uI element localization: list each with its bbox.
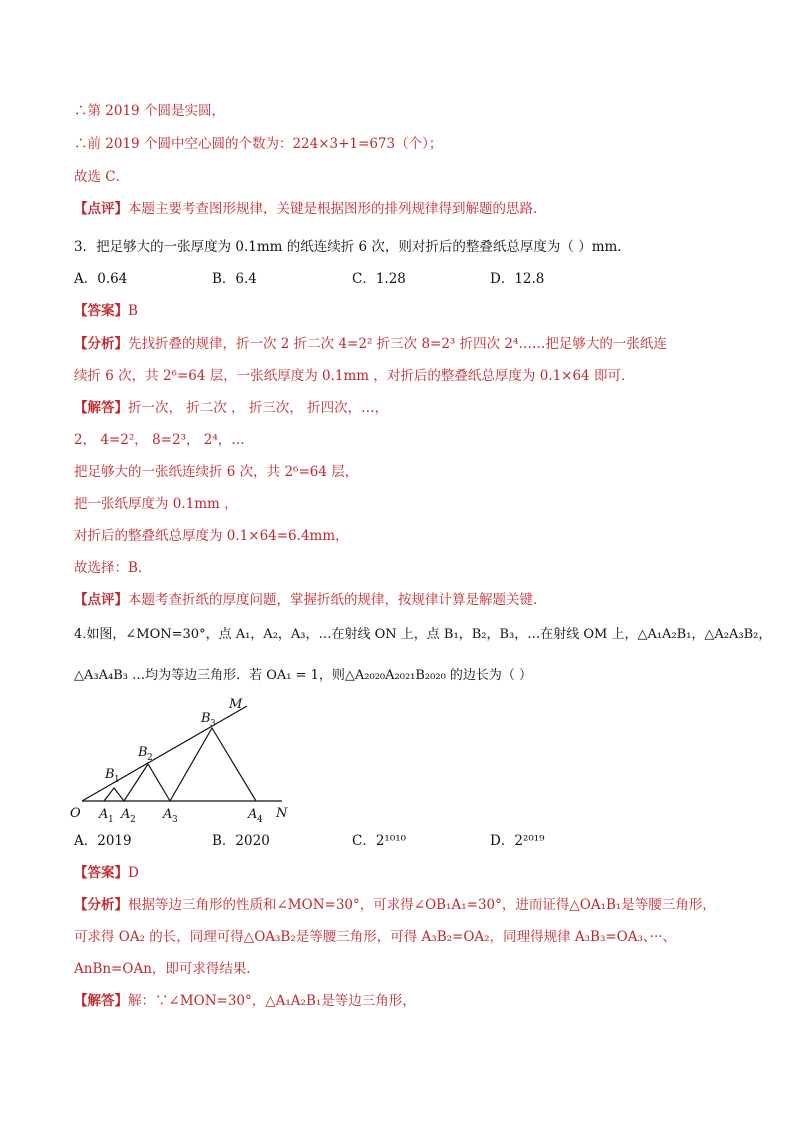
solution-text: 解：∵∠MON=30°，△A₁A₂B₁是等边三角形， [128, 993, 416, 1009]
label-n: N [276, 806, 288, 821]
option-d: D．2²⁰¹⁹ [490, 833, 545, 849]
q4-options [74, 831, 545, 851]
solution-tag: 【解答】 [74, 400, 128, 416]
label-a1-sub: 1 [108, 815, 114, 824]
answer-value: B [128, 303, 138, 319]
option-c: C．1.28 [352, 271, 406, 287]
review-tag: 【点评】 [74, 201, 128, 217]
label-a3-sub: 3 [172, 815, 178, 824]
label-a2: A [121, 807, 131, 822]
label-b3-sub: 3 [210, 719, 216, 729]
analysis-tag: 【分析】 [74, 336, 128, 352]
ray-om [82, 706, 247, 801]
label-b1: B [105, 767, 115, 782]
text-line: ∴前 2019 个圆中空心圆的个数为：224×3+1=673（个）； [74, 136, 443, 152]
label-m: M [229, 697, 243, 712]
answer-tag: 【答案】 [74, 865, 128, 881]
option-a: A．2019 [74, 833, 132, 849]
option-b: B．6.4 [212, 271, 257, 287]
solution-line [74, 991, 416, 1011]
text-line: AnBn=OAn，即可求得结果． [74, 961, 260, 977]
label-a4-sub: 4 [257, 815, 263, 824]
q3-stem: 3．把足够大的一张厚度为 0.1mm 的纸连续折 6 次，则对折后的整叠纸总厚度为（ ）mm． [74, 239, 631, 255]
review-line [74, 590, 547, 610]
answer-line [74, 863, 139, 883]
label-a4: A [248, 807, 258, 822]
analysis-text: 先找折叠的规律，折一次 2 折二次 4=2² 折三次 8=2³ 折四次 2⁴……把足够大的一张纸连 [128, 336, 667, 352]
text-line: 续折 6 次，共 2⁶=64 层，一张纸厚度为 0.1mm ，对折后的整叠纸总厚度为 0.1×64 即可． [74, 368, 635, 384]
triangle-3 [170, 728, 256, 801]
q4-stem-line1: 4.如图，∠MON=30°，点 A₁，A₂，A₃，…在射线 ON 上，点 B₁，B₂，B₃，…在射线 OM 上，△A₁A₂B₁，△A₂A₃B₂， [74, 627, 772, 642]
label-b2-sub: 2 [147, 753, 153, 763]
text-line: ∴第 2019 个圆是实圆， [74, 103, 225, 119]
analysis-line [74, 334, 667, 354]
option-d: D．12.8 [490, 271, 545, 287]
label-b1-sub: 1 [114, 775, 120, 785]
solution-line [74, 398, 388, 418]
text-line: 可求得 OA₂ 的长，同理可得△OA₃B₂是等腰三角形，可得 A₃B₂=OA₂，同理得规律 A₃B₃=OA₃、···、 [74, 929, 677, 945]
answer-line [74, 301, 138, 321]
analysis-line [74, 895, 716, 915]
option-c: C．2¹⁰¹⁰ [352, 833, 407, 849]
label-b2: B [138, 745, 148, 760]
q3-options [74, 269, 544, 289]
review-tag: 【点评】 [74, 592, 128, 608]
review-line [74, 199, 547, 219]
review-text: 本题主要考查图形规律，关键是根据图形的排列规律得到解题的思路． [128, 201, 547, 217]
text-line: 对折后的整叠纸总厚度为 0.1×64=6.4mm， [74, 528, 349, 544]
label-a2-sub: 2 [130, 815, 136, 824]
label-a1: A [99, 807, 109, 822]
solution-tag: 【解答】 [74, 993, 128, 1009]
answer-tag: 【答案】 [74, 303, 128, 319]
option-a: A．0.64 [74, 271, 128, 287]
text-line: 把一张纸厚度为 0.1mm ， [74, 496, 238, 512]
analysis-tag: 【分析】 [74, 897, 128, 913]
option-b: B．2020 [212, 833, 270, 849]
analysis-text: 根据等边三角形的性质和∠MON=30°，可求得∠OB₁A₁=30°，进而证得△OA₁B₁是等腰三角形， [128, 897, 716, 913]
geometry-figure [62, 694, 302, 824]
label-o: O [70, 806, 81, 821]
review-text: 本题考查折纸的厚度问题，掌握折纸的规律，按规律计算是解题关键． [128, 592, 547, 608]
label-a3: A [163, 807, 173, 822]
solution-text: 折一次， 折二次 ， 折三次， 折四次，…， [128, 400, 389, 416]
text-line: 2， 4=2²， 8=2³， 2⁴，… [74, 432, 245, 448]
text-line: 故选择：B． [74, 560, 152, 576]
text-line: 故选 C． [74, 169, 130, 185]
triangle-2 [124, 764, 170, 801]
answer-value: D [128, 865, 139, 881]
triangle-1 [104, 788, 124, 801]
q4-stem-line2: △A₃A₄B₃ …均为等边三角形．若 OA₁ = 1，则△A₂₀₂₀A₂₀₂₁B₂₀₂₀ 的边长为（ ） [74, 668, 533, 683]
text-line: 把足够大的一张纸连续折 6 次，共 2⁶=64 层， [74, 464, 359, 480]
label-b3: B [201, 711, 211, 726]
